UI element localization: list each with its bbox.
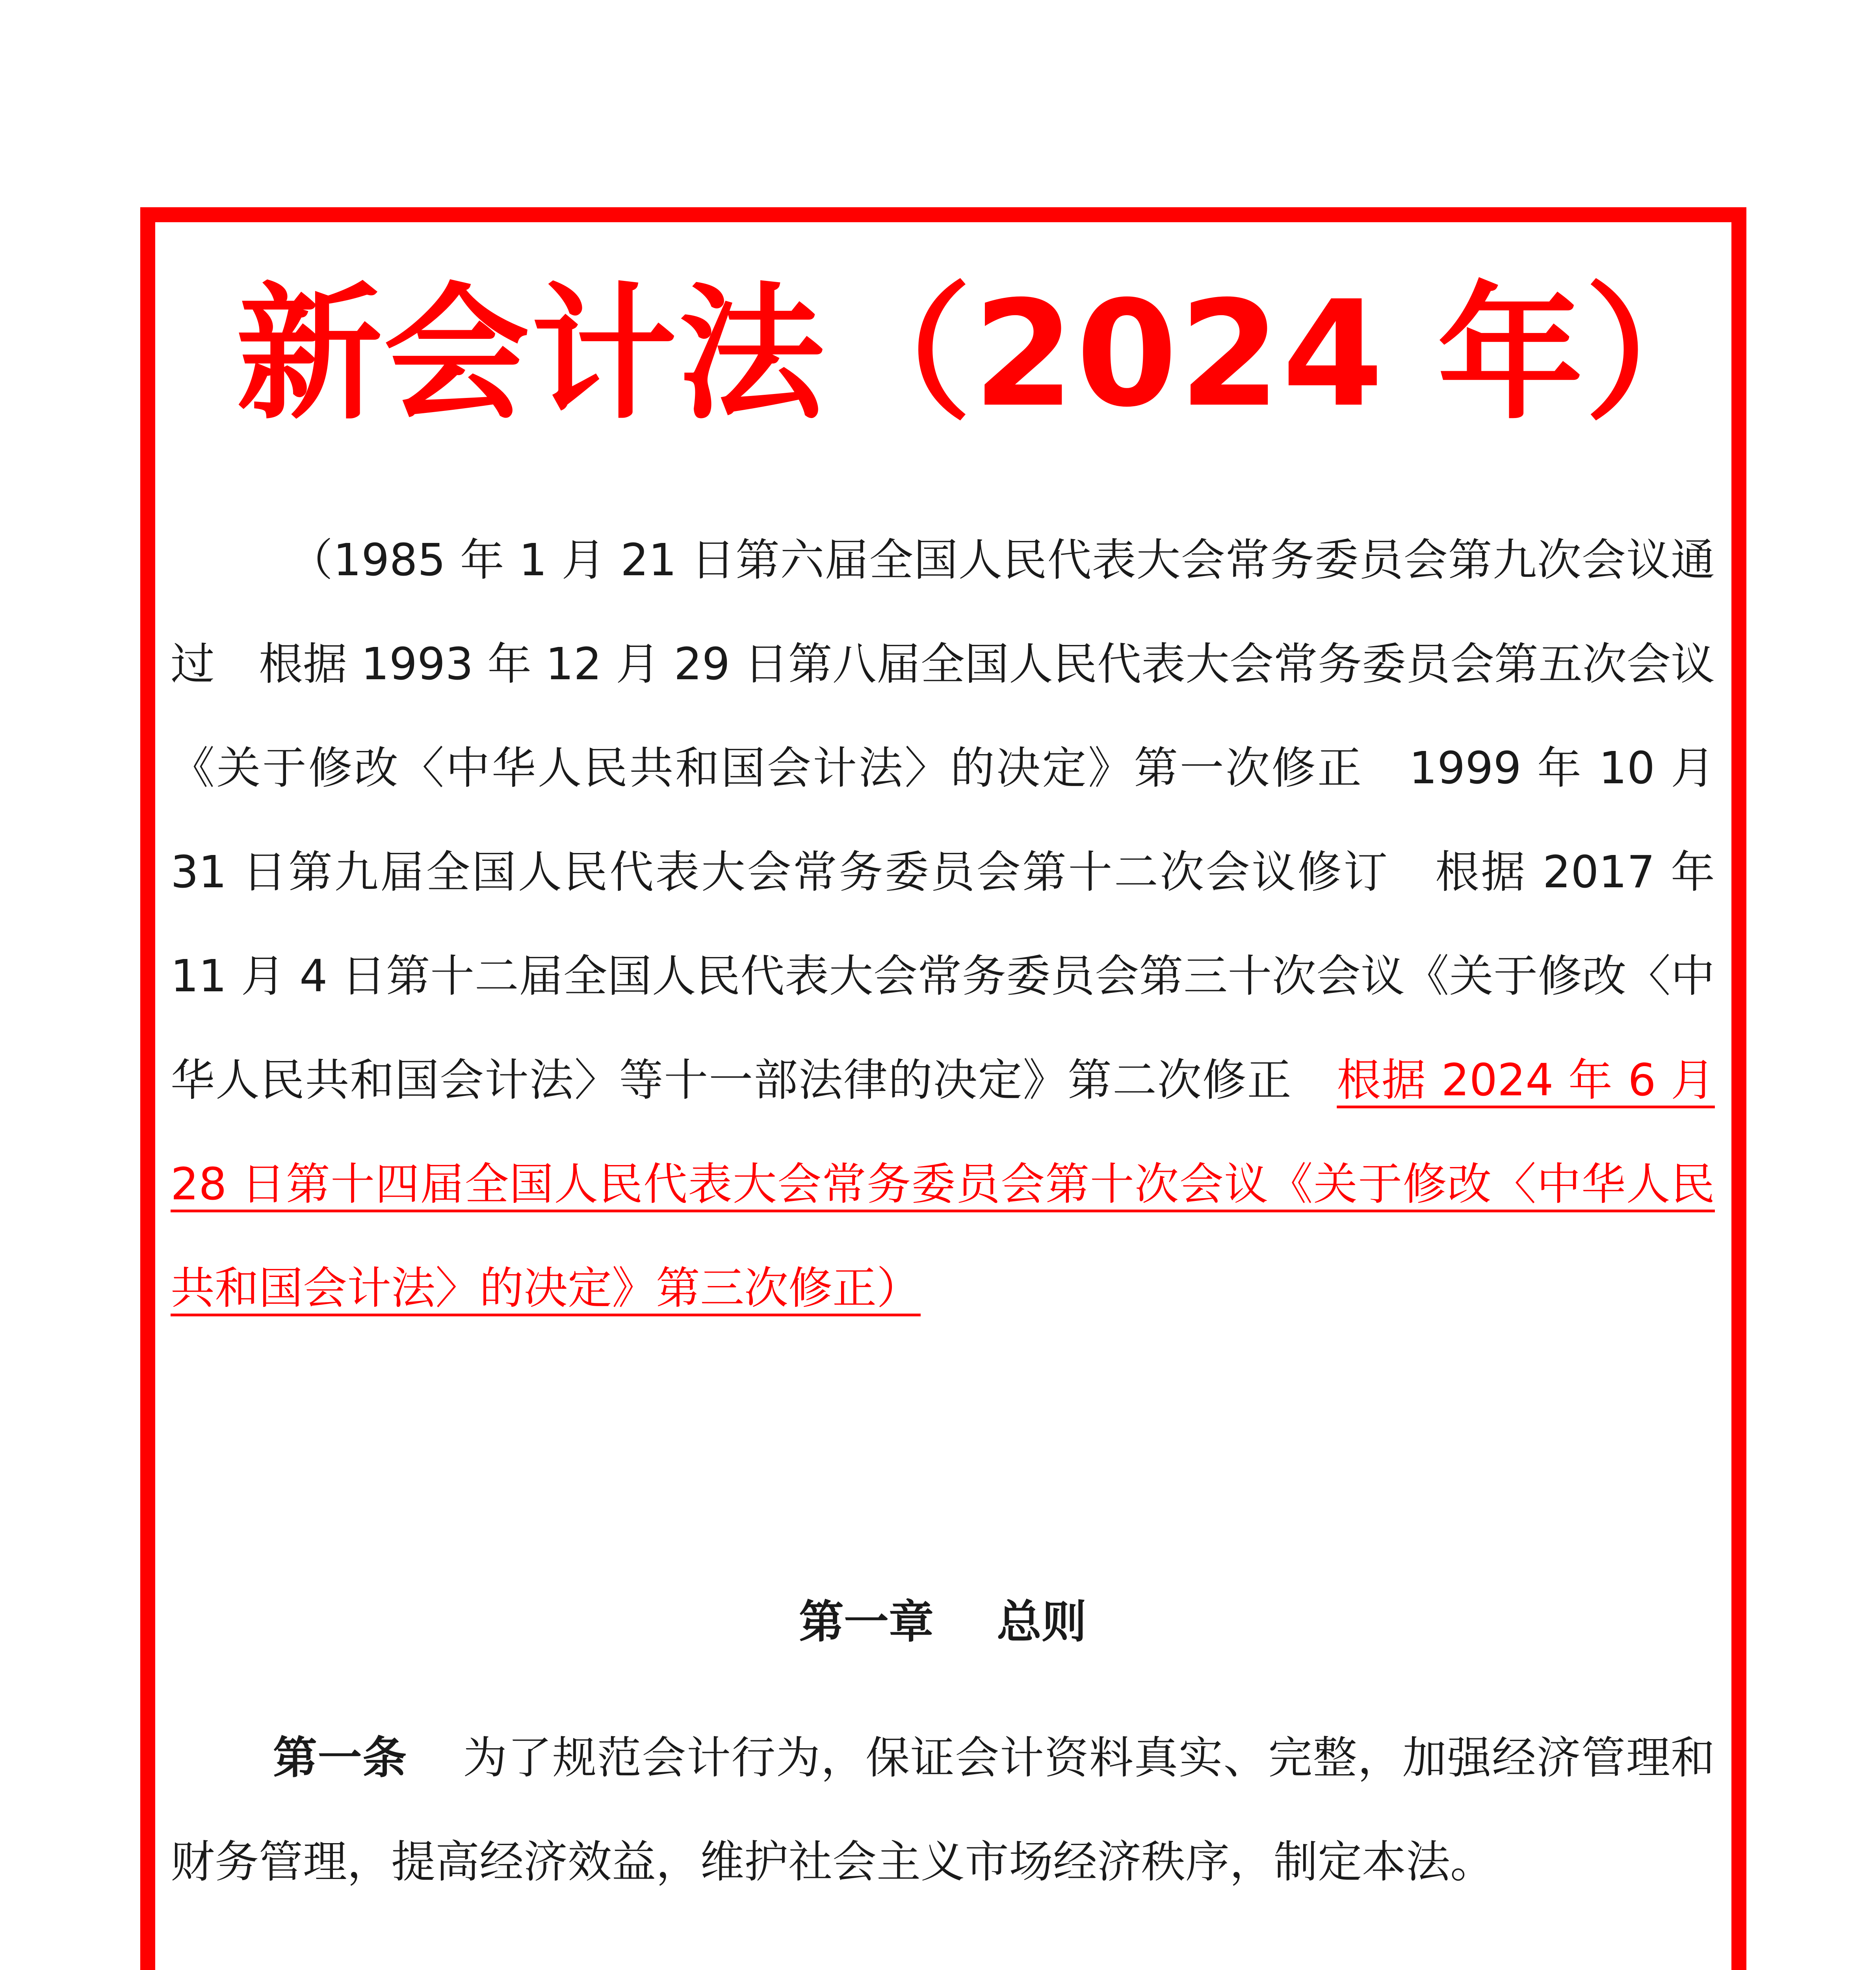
chapter-name: 总则 <box>997 1596 1087 1648</box>
article-1-text: 为了规范会计行为，保证会计资料真实、完整，加强经济管理和财务管理，提高经济效益，维护社会主义市场经济秩序，制定本法。 <box>171 1732 1715 1888</box>
chapter-heading <box>171 1570 1715 1674</box>
amendment-history-main: （1985 年 1 月 21 日第六届全国人民代表大会常务委员会第九次会议通过 根据 1993 年 12 月 29 日第八届全国人民代表大会常务委员会第五次会议《关于修改〈中华人民共和国会计法〉的决定》第一次修正 1999 年 10 月 31 日第九届全国人民代表大会常务委员会第十二次会议修订 根据 2017 年 11 月 4 日第十二届全国人民代表大会常务委员会第三十次会议《关于修改〈中华人民共和国会计法〉等十一部法律的决定》第二次修正 <box>171 535 1715 1106</box>
document-title: 新会计法（2024 年） <box>236 270 1732 439</box>
chapter-number: 第一章 <box>799 1596 934 1648</box>
article-1 <box>171 1706 1715 1914</box>
amendment-2024-note: 根据 2024 年 6 月 28 日第十四届全国人民代表大会常务委员会第十次会议《关于修改〈中华人民共和国会计法〉的决定》第三次修正） <box>171 1055 1715 1314</box>
article-1-number: 第一条 <box>273 1732 407 1784</box>
amendment-history <box>171 508 1715 1340</box>
